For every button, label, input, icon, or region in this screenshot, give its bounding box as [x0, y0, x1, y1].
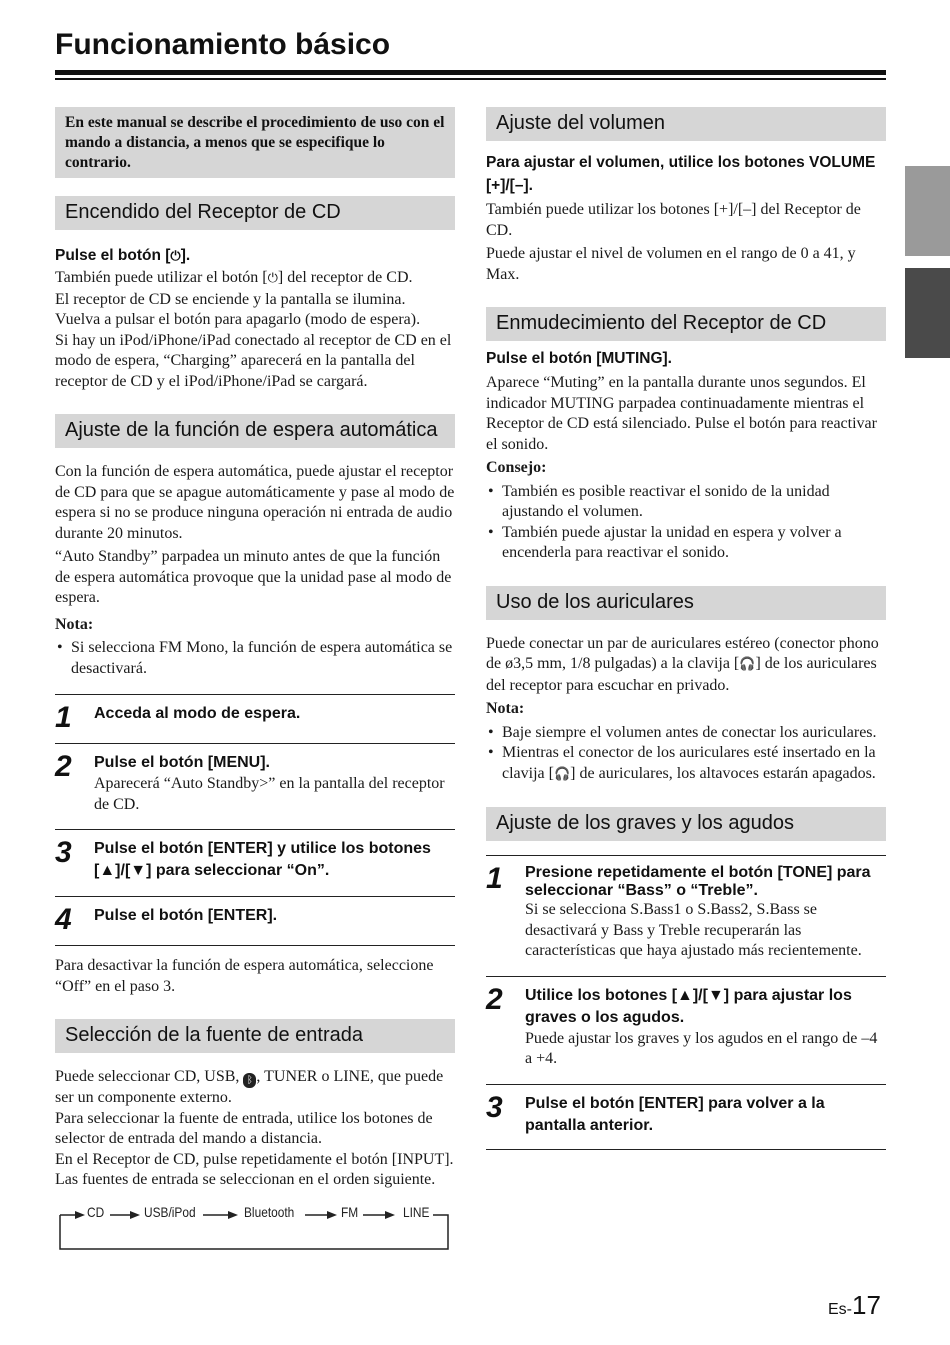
step [55, 743, 455, 829]
step-title: Pulse el botón [ENTER] para volver a la pantalla anterior. [525, 1094, 825, 1134]
flow-item-bluetooth: Bluetooth [244, 1203, 295, 1220]
list-item: • También es posible reactivar el sonido de la unidad ajustando el volumen. [486, 482, 886, 523]
step [486, 1084, 886, 1149]
flow-item-fm: FM [341, 1203, 359, 1220]
standby-after: Para desactivar la función de espera automática, seleccione “Off” en el paso 3. [55, 957, 434, 995]
volume-subhead: Para ajustar el volumen, utilice los botones VOLUME [+]/[–]. [486, 154, 876, 194]
mute-tip-label: Consejo: [486, 459, 547, 476]
step-number: 2 [486, 982, 503, 1016]
standby-note-list [55, 638, 455, 679]
page-number-value: 17 [852, 1290, 881, 1320]
power-subhead-post: ]. [180, 247, 191, 264]
page-title: Funcionamiento básico [55, 28, 391, 61]
power-subhead [55, 244, 455, 268]
standby-steps [55, 694, 455, 946]
page-number [828, 1290, 881, 1321]
left-column [55, 107, 455, 1257]
step-number: 1 [55, 701, 72, 734]
step-desc: Aparecerá “Auto Standby>” en la pantalla del receptor de CD. [94, 775, 445, 813]
step-title: Pulse el botón [ENTER] y utilice los botones [▲]/[▼] para seleccionar “On”. [94, 840, 431, 879]
standby-p1: Con la función de espera automática, puede ajustar el receptor de CD para que se apague automáticamente y pase al modo de espera si no se produce ninguna operación ni entrada de audio durante 20 minutos. [55, 463, 455, 542]
input-order-diagram [55, 1201, 455, 1257]
step-number: 2 [55, 750, 72, 783]
side-tab-dark [905, 268, 950, 358]
section-phones-heading: Uso de los auriculares [486, 586, 886, 620]
page-prefix: Es- [828, 1301, 852, 1318]
right-column [486, 107, 886, 1150]
section-volume-heading: Ajuste del volumen [486, 107, 886, 141]
flow-item-line: LINE [403, 1203, 430, 1220]
phones-p1-post: ] de los auriculares del receptor para escuchar en privado. [486, 655, 877, 694]
list-item [486, 743, 886, 785]
section-tone-heading: Ajuste de los graves y los agudos [486, 807, 886, 841]
input-p1 [55, 1067, 455, 1109]
list-item: • Baje siempre el volumen antes de conectar los auriculares. [486, 723, 886, 744]
power-p3: Vuelva a pulsar el botón para apagarlo (modo de espera). [55, 311, 421, 328]
step-title: Acceda al modo de espera. [94, 705, 301, 722]
flow-item-usb: USB/iPod [144, 1203, 196, 1220]
power-subhead-pre: Pulse el botón [ [55, 247, 171, 264]
step-title: Pulse el botón [ENTER]. [94, 907, 278, 924]
input-p1-post: , TUNER o LINE, que puede ser un componente externo. [55, 1068, 444, 1106]
title-rule-thin [55, 78, 886, 80]
section-standby-heading: Ajuste de la función de espera automática [55, 414, 455, 448]
mute-tip-list [486, 482, 886, 564]
step-title: Pulse el botón [MENU]. [94, 754, 270, 771]
mute-p1: Aparece “Muting” en la pantalla durante unos segundos. El indicador MUTING parpadea continuadamente mientras el Receptor de CD está silenciado. Pulse el botón para reactivar el sonido. [486, 374, 877, 453]
step-number: 4 [55, 903, 72, 936]
standby-p2: “Auto Standby” parpadea un minuto antes de que la función de espera automática provoque que la unidad pase al modo de espera. [55, 548, 452, 606]
phones-p1 [486, 634, 886, 697]
section-power-heading: Encendido del Receptor de CD [55, 196, 455, 230]
title-rule [55, 70, 886, 75]
step-desc: Puede ajustar los graves y los agudos en el rango de –4 a +4. [525, 1029, 878, 1067]
bluetooth-icon: ᛒ [243, 1073, 256, 1088]
step [486, 976, 886, 1084]
phones-note-list [486, 723, 886, 786]
step [55, 829, 455, 896]
list-item: • Si selecciona FM Mono, la función de espera automática se desactivará. [55, 638, 455, 679]
step-number: 1 [486, 862, 503, 895]
step-desc: Si se selecciona S.Bass1 o S.Bass2, S.Bass se desactivará y Bass y Treble recuperarán las características que haya ajustado más recientemente. [525, 901, 862, 959]
power-p1-pre: También puede utilizar el botón [ [55, 269, 268, 286]
volume-p1: También puede utilizar los botones [+]/[–] del Receptor de CD. [486, 201, 861, 239]
phones-note-label: Nota: [486, 700, 525, 717]
headphones-icon: 🎧 [739, 657, 756, 672]
flow-item-cd: CD [87, 1203, 105, 1220]
input-p2: Para seleccionar la fuente de entrada, utilice los botones de selector de entrada del mando a distancia. [55, 1109, 433, 1147]
power-icon: ⏻ [267, 271, 278, 286]
mute-subhead: Pulse el botón [MUTING]. [486, 350, 672, 367]
headphones-icon: 🎧 [553, 766, 571, 782]
section-mute-heading: Enmudecimiento del Receptor de CD [486, 307, 886, 341]
step [486, 855, 886, 976]
phones-n2-post: ] de auriculares, los altavoces estarán apagados. [570, 764, 876, 782]
step-title: Presione repetidamente el botón [TONE] para seleccionar “Bass” o “Treble”. [525, 864, 871, 899]
phones-p1-pre: Puede conectar un par de auriculares estéreo (conector phono de ø3,5 mm, 1/8 pulgadas) a la clavija [ [486, 634, 879, 672]
phones-n2-pre: Mientras el conector de los auriculares esté insertado en la clavija [ [502, 744, 876, 782]
power-p4: Si hay un iPod/iPhone/iPad conectado al receptor de CD en el modo de espera, “Charging” aparecerá en la pantalla del receptor de CD y el iPod/iPhone/iPad se cargará. [55, 331, 452, 390]
power-p1 [55, 268, 455, 290]
step [55, 694, 455, 743]
tone-steps [486, 855, 886, 1150]
power-p1-post: ] del receptor de CD. [277, 269, 413, 286]
volume-p2: Puede ajustar el nivel de volumen en el rango de 0 a 41, y Max. [486, 245, 856, 283]
input-p1-pre: Puede seleccionar CD, USB, [55, 1068, 244, 1085]
section-input-heading: Selección de la fuente de entrada [55, 1019, 455, 1053]
step [55, 896, 455, 946]
step-number: 3 [55, 836, 72, 869]
input-p3: En el Receptor de CD, pulse repetidamente el botón [INPUT]. Las fuentes de entrada se seleccionan en el orden siguiente. [55, 1150, 454, 1188]
step-number: 3 [486, 1090, 503, 1124]
power-icon: ⏻ [170, 249, 181, 264]
power-p2: El receptor de CD se enciende y la pantalla se ilumina. [55, 290, 406, 308]
step-title: Utilice los botones [▲]/[▼] para ajustar los graves o los agudos. [525, 986, 852, 1026]
list-item: • También puede ajustar la unidad en espera y volver a encenderla para reactivar el sonido. [486, 523, 886, 564]
intro-note: En este manual se describe el procedimiento de uso con el mando a distancia, a menos que se especifique lo contrario. [55, 107, 455, 178]
side-tab-light [905, 166, 950, 256]
standby-note-label: Nota: [55, 615, 94, 633]
